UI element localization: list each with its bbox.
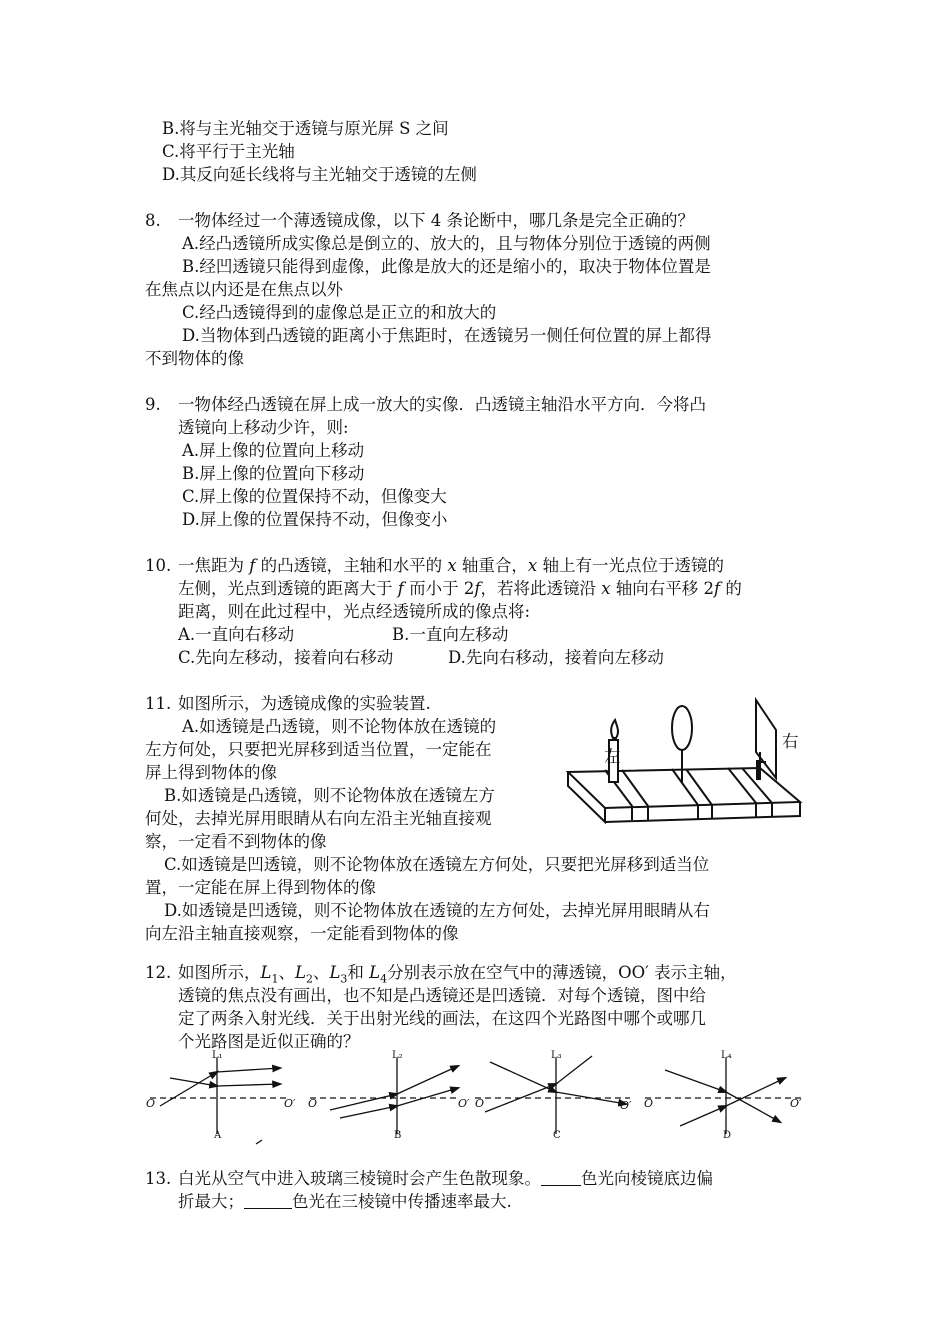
prev-option-d: D.其反向延长线将与主光轴交于透镜的左侧 xyxy=(162,165,477,184)
q8-option-d-line1: D.当物体到凸透镜的距离小于焦距时，在透镜另一侧任何位置的屏上都得 xyxy=(182,326,712,345)
q10-stem-line1: 一焦距为 f 的凸透镜，主轴和水平的 x 轴重合，x 轴上有一光点位于透镜的 xyxy=(178,556,724,575)
q11-option-c-line1: C.如透镜是凹透镜，则不论物体放在透镜左方何处，只要把光屏移到适当位 xyxy=(164,855,710,874)
ray-d-1 xyxy=(665,1070,726,1092)
q8-option-b-line2: 在焦点以内还是在焦点以外 xyxy=(145,280,343,299)
q9-option-b: B.屏上像的位置向下移动 xyxy=(182,464,365,483)
q9-option-c: C.屏上像的位置保持不动，但像变大 xyxy=(182,487,447,506)
q9-stem-line2: 透镜向上移动少许，则: xyxy=(178,418,349,437)
lens-label-b: L₂ xyxy=(392,1050,403,1061)
q12-stem-line3: 定了两条入射光线．关于出射光线的画法，在这四个光路图中哪个或哪几 xyxy=(178,1009,706,1028)
lens-label-c: L₃ xyxy=(551,1050,562,1061)
optical-bench-figure xyxy=(560,690,810,850)
ray-b-2 xyxy=(340,1106,397,1118)
q11-option-c-line2: 置，一定能在屏上得到物体的像 xyxy=(145,878,376,897)
prev-option-b: B.将与主光轴交于透镜与原光屏 S 之间 xyxy=(162,119,449,138)
q11-option-a-line3: 屏上得到物体的像 xyxy=(145,763,277,782)
q11-option-a-line1: A.如透镜是凸透镜，则不论物体放在透镜的 xyxy=(182,717,497,736)
q11-option-d-line2: 向左沿主轴直接观察，一定能看到物体的像 xyxy=(145,924,459,943)
q10-option-c: C.先向左移动，接着向右移动 xyxy=(178,648,394,667)
lens-label-d: L₄ xyxy=(721,1050,732,1061)
q10-option-d: D.先向右移动，接着向左移动 xyxy=(448,648,664,667)
q9-number: 9. xyxy=(145,395,161,414)
q10-stem-line2: 左侧，光点到透镜的距离大于 f 而小于 2f，若将此透镜沿 x 轴向右平移 2f 的 xyxy=(178,579,742,598)
axis-o2-b: O′ xyxy=(458,1097,470,1110)
q11-option-b-line3: 察，一定看不到物体的像 xyxy=(145,832,327,851)
axis-o2-c: O′ xyxy=(620,1099,632,1112)
q10-option-a: A.一直向右移动 xyxy=(178,625,295,644)
axis-o-c: O xyxy=(475,1097,485,1110)
q9-option-d: D.屏上像的位置保持不动，但像变小 xyxy=(182,510,448,529)
ray-a-1-out xyxy=(217,1084,280,1086)
q13-stem-line1: 白光从空气中进入玻璃三棱镜时会产生色散现象。 色光向棱镜底边偏 xyxy=(178,1169,713,1188)
prev-option-c: C.将平行于主光轴 xyxy=(162,142,295,161)
q8-option-b-line1: B.经凹透镜只能得到虚像，此像是放大的还是缩小的，取决于物体位置是 xyxy=(182,257,711,276)
q10-option-b: B.一直向左移动 xyxy=(392,625,509,644)
q8-stem: 一物体经过一个薄透镜成像，以下 4 条论断中，哪几条是完全正确的？ xyxy=(178,211,694,230)
axis-o2-a: O′ xyxy=(284,1097,296,1110)
answer-blank-2[interactable] xyxy=(244,1192,292,1209)
q11-option-b-line1: B.如透镜是凸透镜，则不论物体放在透镜左方 xyxy=(164,786,495,805)
ray-d-2-out xyxy=(726,1078,785,1106)
axis-o-d: O xyxy=(644,1097,654,1110)
q8-option-a: A.经凸透镜所成实像总是倒立的、放大的，且与物体分别位于透镜的两侧 xyxy=(182,234,711,253)
q11-stem: 如图所示，为透镜成像的实验装置. xyxy=(178,694,431,713)
diagram-label-b: B xyxy=(394,1130,402,1141)
diagram-label-a: A xyxy=(214,1130,222,1141)
diagram-label-c: C xyxy=(553,1130,561,1141)
ray-b-2-out xyxy=(397,1088,458,1106)
q11-option-d-line1: D.如透镜是凹透镜，则不论物体放在透镜的左方何处，去掉光屏用眼睛从右 xyxy=(164,901,710,920)
q9-option-a: A.屏上像的位置向上移动 xyxy=(182,441,365,460)
q11-option-a-line2: 左方何处，只要把光屏移到适当位置，一定能在 xyxy=(145,740,492,759)
q11-option-b-line2: 何处，去掉光屏用眼睛从右向左沿主光轴直接观 xyxy=(145,809,492,828)
q10-stem-line3: 距离，则在此过程中，光点经透镜所成的像点将: xyxy=(178,602,531,621)
q8-option-d-line2: 不到物体的像 xyxy=(145,349,244,368)
ray-a-2 xyxy=(160,1072,217,1106)
fig-right-label: 右 xyxy=(782,732,799,751)
q13-number: 13. xyxy=(145,1169,172,1188)
q10-number: 10. xyxy=(145,556,172,575)
lens-label-a: L₁ xyxy=(212,1050,223,1061)
stray-mark xyxy=(256,1140,262,1144)
q8-number: 8. xyxy=(145,211,161,230)
q13-stem-line2: 折最大； 色光在三棱镜中传播速率最大. xyxy=(178,1192,512,1211)
axis-o-b: O xyxy=(308,1097,318,1110)
ray-a-2-out xyxy=(217,1068,280,1072)
q8-option-c: C.经凸透镜得到的虚像总是正立的和放大的 xyxy=(182,303,497,322)
q9-stem-line1: 一物体经凸透镜在屏上成一放大的实像．凸透镜主轴沿水平方向．今将凸 xyxy=(178,395,706,414)
answer-blank-1[interactable] xyxy=(541,1169,581,1186)
diagram-label-d: D xyxy=(723,1130,732,1141)
ray-d-2 xyxy=(680,1106,726,1126)
ray-d-1-out xyxy=(726,1092,780,1122)
q12-stem-line4: 个光路图是近似正确的？ xyxy=(178,1032,360,1051)
axis-o2-d: O′ xyxy=(790,1097,802,1110)
q11-number: 11. xyxy=(145,694,172,713)
q12-stem-line2: 透镜的焦点没有画出，也不知是凸透镜还是凹透镜．对每个透镜，图中给 xyxy=(178,986,706,1005)
axis-o-a: O xyxy=(146,1097,156,1110)
fig-left-label: 左 xyxy=(604,747,621,766)
q12-number: 12. xyxy=(145,963,172,982)
q12-stem-line1: 如图所示，$L_1$、$L_2$、$L_3$和 $L_4$分别表示放在空气中的薄透镜，OO′ 表示主轴， xyxy=(178,963,737,986)
ray-b-1-out xyxy=(397,1066,458,1094)
ray-a-1 xyxy=(170,1078,217,1086)
